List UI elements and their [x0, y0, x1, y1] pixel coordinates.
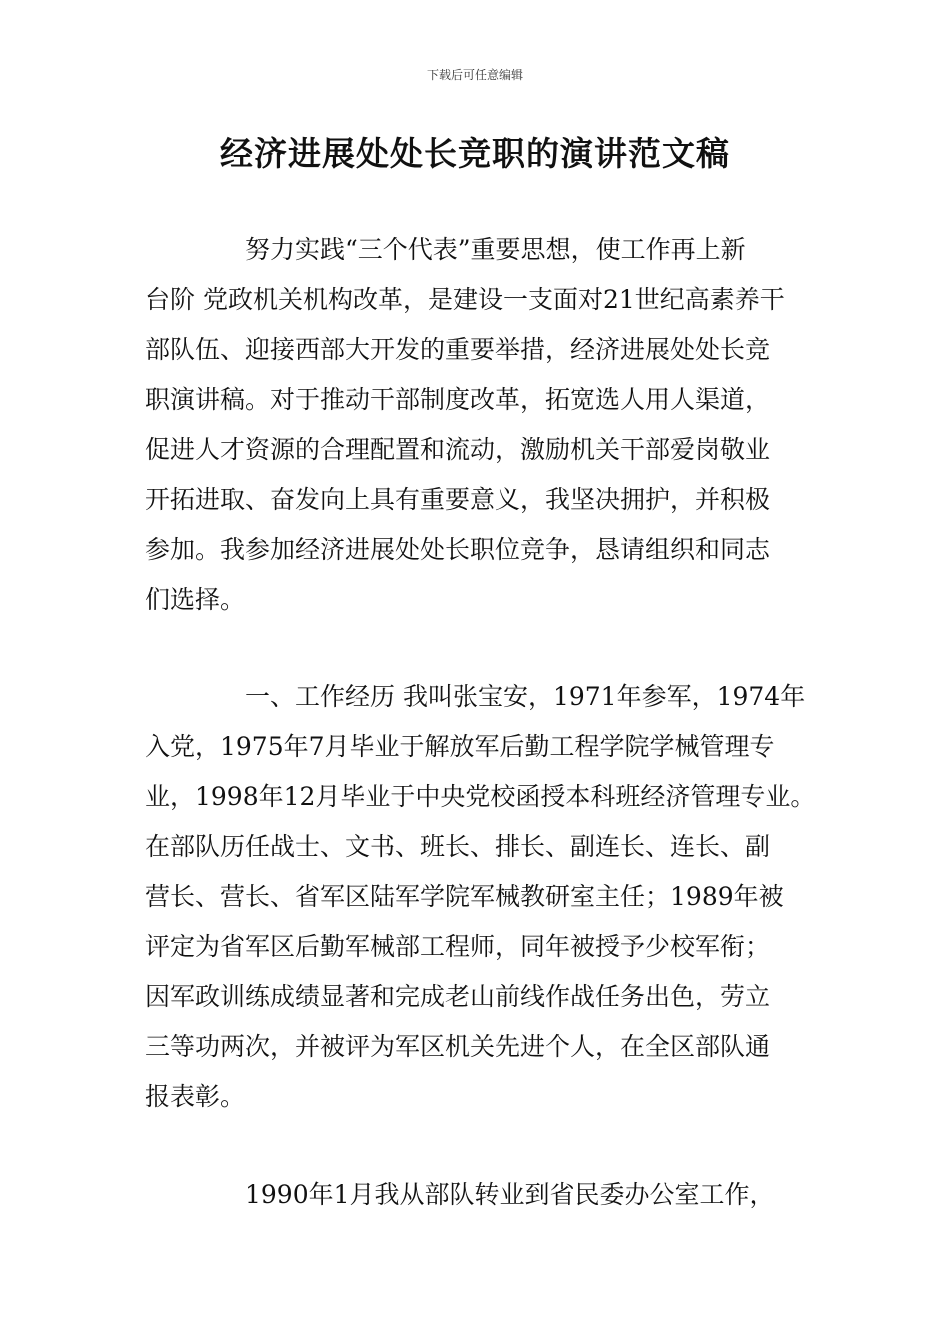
text-line: 部队伍、迎接西部大开发的重要举措，经济进展处处长竞: [145, 335, 771, 364]
paragraph-3: [145, 1170, 815, 1220]
text-line: 开拓进取、奋发向上具有重要意义，我坚决拥护，并积极: [145, 485, 771, 514]
header-note: 下载后可任意编辑: [426, 68, 523, 82]
text-line: 一、工作经历 我叫张宝安，1971年参军，1974年: [245, 682, 806, 711]
paragraph-2: [145, 672, 815, 1122]
text-line: 在部队历任战士、文书、班长、排长、副连长、连长、副: [145, 832, 771, 861]
text-line: 业，1998年12月毕业于中央党校函授本科班经济管理专业。: [145, 782, 816, 811]
text-line: 报表彰。: [145, 1082, 246, 1111]
text-line: 们选择。: [145, 585, 246, 614]
text-line: 1990年1月我从部队转业到省民委办公室工作，: [245, 1180, 775, 1209]
text-line: 努力实践“三个代表”重要思想，使工作再上新: [245, 235, 746, 264]
text-line: 入党，1975年7月毕业于解放军后勤工程学院学械管理专: [145, 732, 775, 761]
document-title: 经济进展处处长竞职的演讲范文稿: [220, 134, 730, 173]
text-line: 因军政训练成绩显著和完成老山前线作战任务出色，劳立: [145, 982, 771, 1011]
text-line: 台阶 党政机关机构改革，是建设一支面对21世纪高素养干: [145, 285, 785, 314]
text-line: 参加。我参加经济进展处处长职位竞争，恳请组织和同志: [145, 535, 771, 564]
text-line: 职演讲稿。对于推动干部制度改革，拓宽选人用人渠道，: [145, 385, 771, 414]
text-line: 评定为省军区后勤军械部工程师，同年被授予少校军衔；: [145, 932, 771, 961]
text-line: 三等功两次，并被评为军区机关先进个人，在全区部队通: [145, 1032, 771, 1061]
paragraph-1: [145, 225, 815, 625]
text-line: 促进人才资源的合理配置和流动，激励机关干部爱岗敬业: [145, 435, 771, 464]
text-line: 营长、营长、省军区陆军学院军械教研室主任；1989年被: [145, 882, 784, 911]
